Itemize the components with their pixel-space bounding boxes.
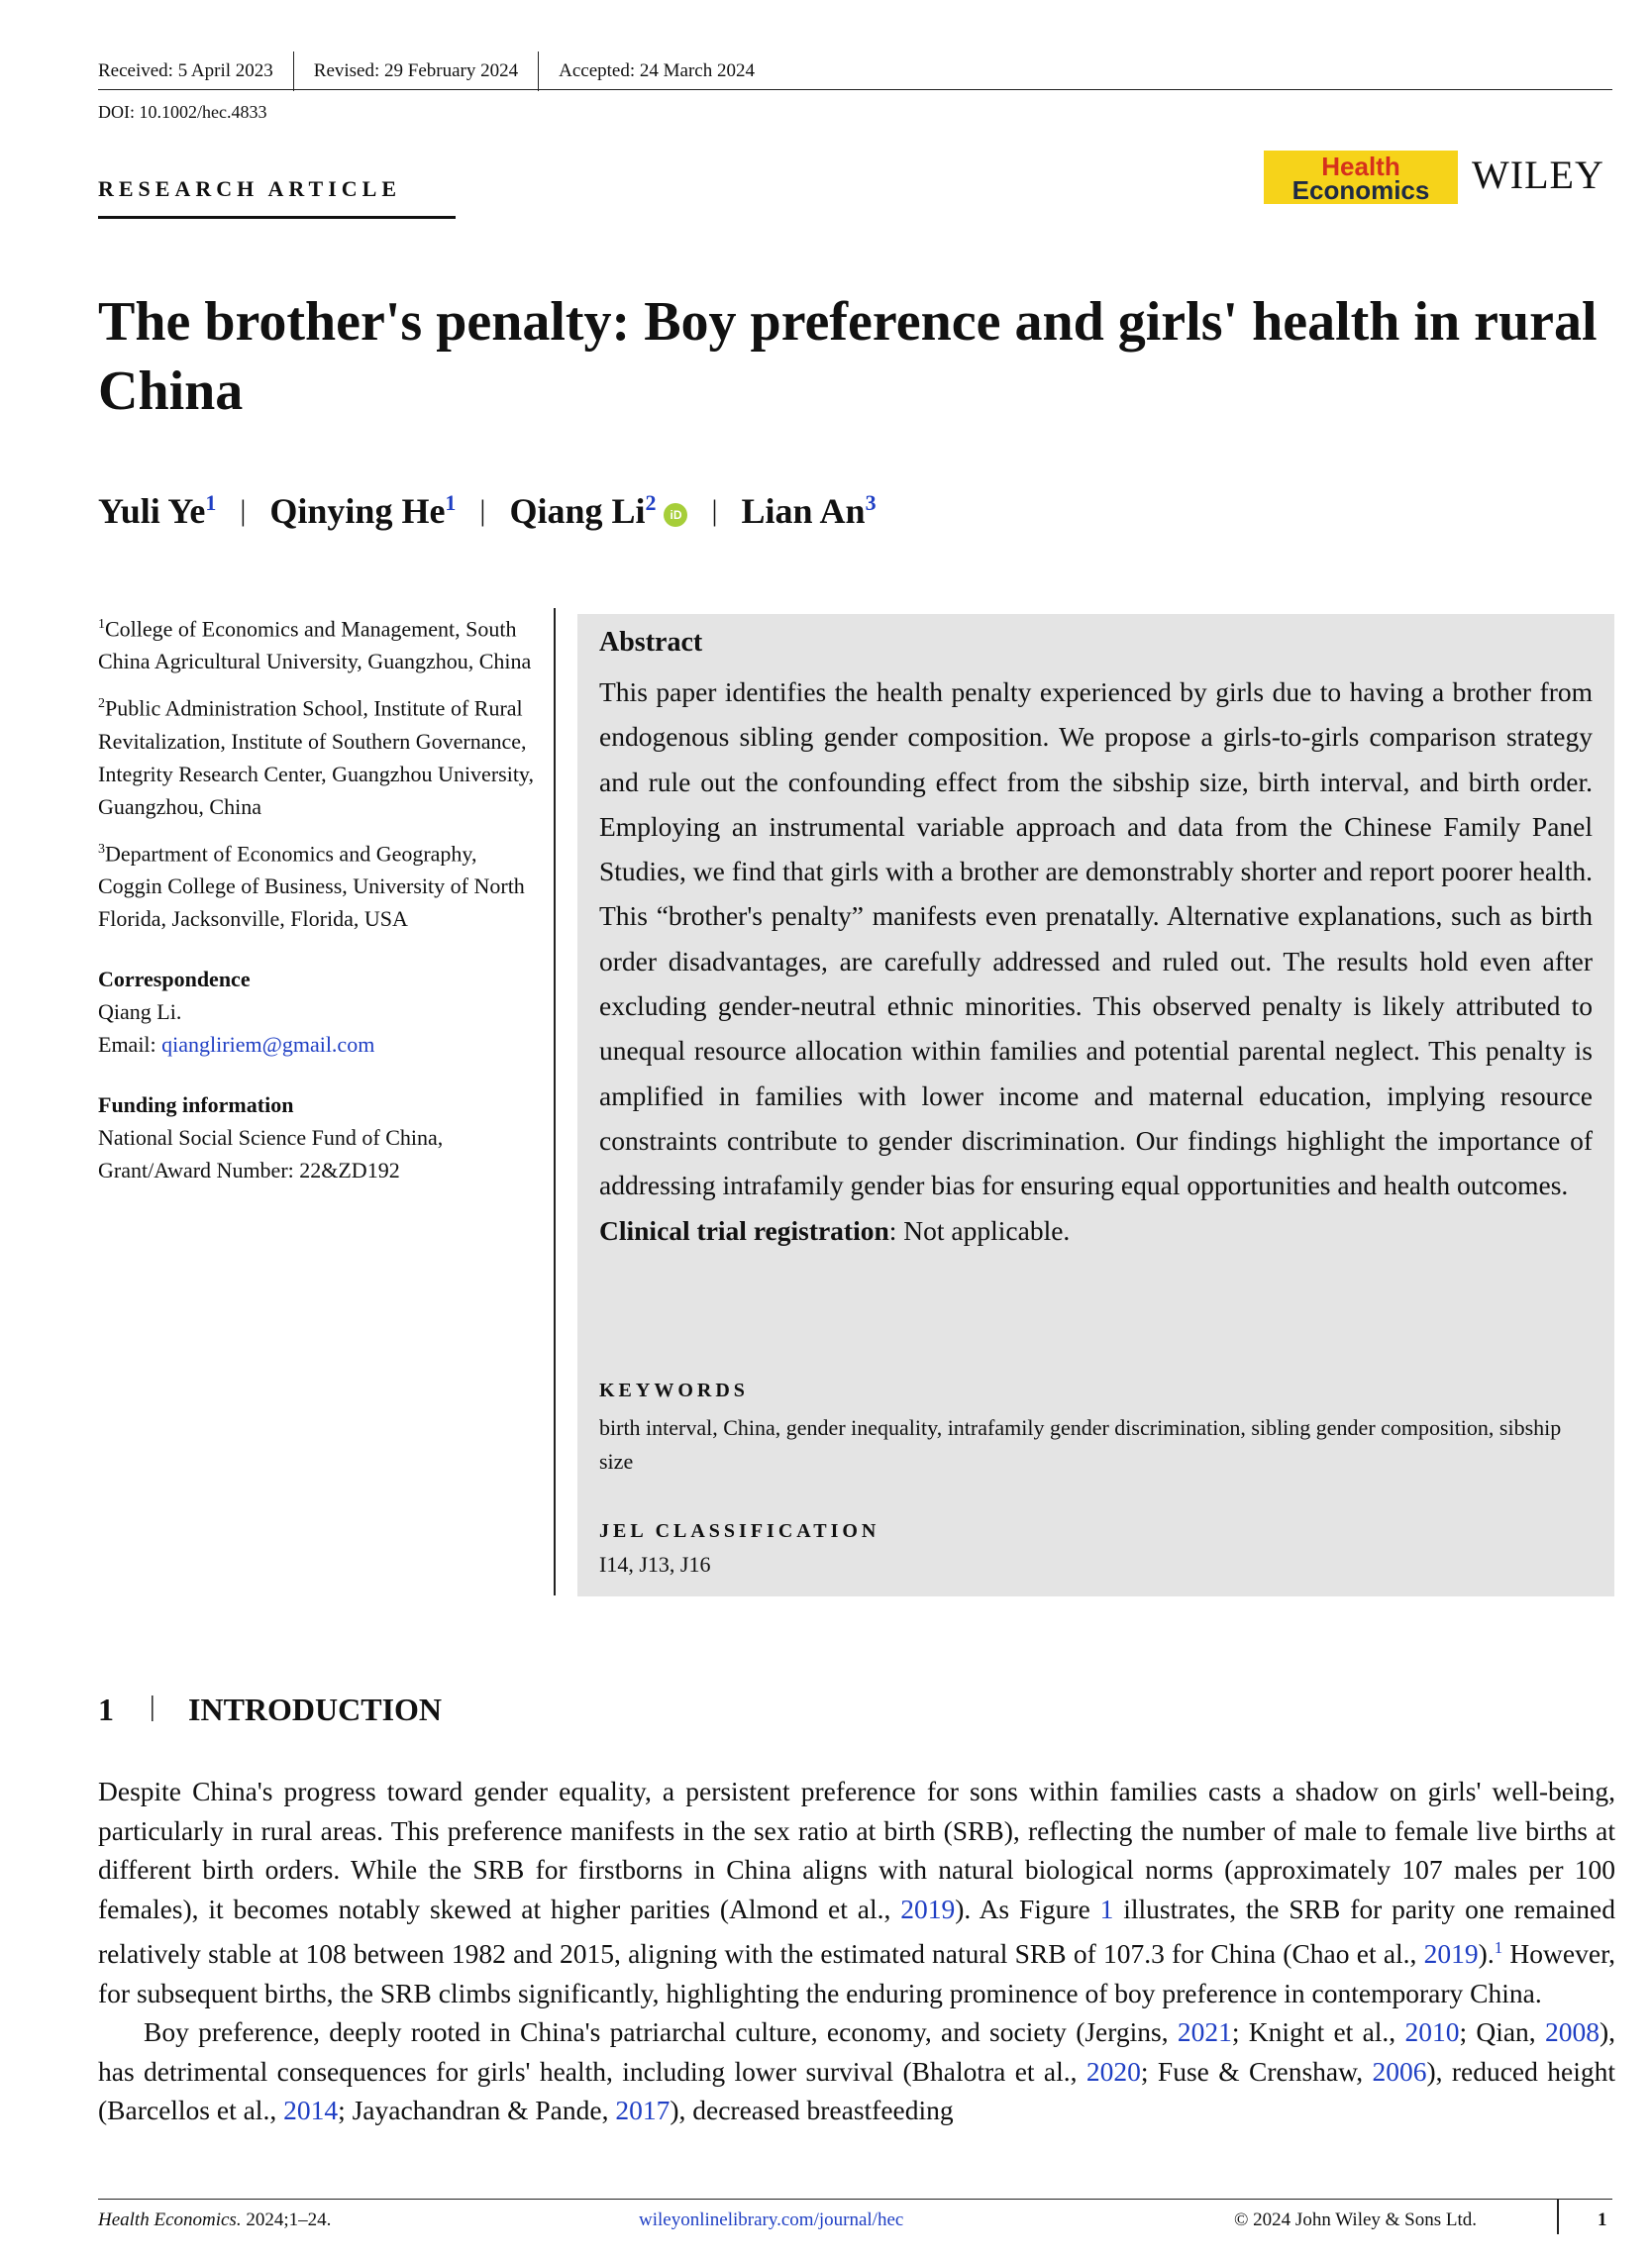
column-divider [554,608,556,1595]
affiliation-number: 2 [98,696,105,712]
author-list [98,490,877,532]
author-name: Lian An [741,491,866,531]
footer-rule [98,2199,1612,2200]
author-affiliation-ref[interactable]: 3 [865,490,877,515]
citation-link[interactable]: 2021 [1177,2016,1232,2048]
doi: DOI: 10.1002/hec.4833 [98,102,267,122]
article-type: RESEARCH ARTICLE [98,176,402,201]
correspondence-email-line [98,1028,544,1061]
citation-link[interactable]: 2019 [1423,1938,1479,1970]
received-date: Received: 5 April 2023 [98,60,273,81]
citation-link[interactable]: 2017 [615,2095,671,2126]
text-run: ). [1478,1938,1495,1970]
affiliation-text: College of Economics and Management, South China Agricultural University, Guangzhou, China [98,616,532,674]
orcid-icon[interactable]: iD [664,503,687,527]
jel-codes: I14, J13, J16 [599,1552,711,1577]
footer-citation [98,2209,331,2231]
citation-link[interactable]: 2020 [1085,2055,1141,2087]
trial-registration-label: Clinical trial registration [599,1214,889,1246]
affiliation [98,608,544,677]
affiliation-text: Department of Economics and Geography, Coggin College of Business, University of North Florida, Jacksonville, Florida, USA [98,840,525,931]
footer-divider [1557,2199,1559,2234]
author-name: Qinying He [269,491,446,531]
footer-url[interactable]: wileyonlinelibrary.com/journal/hec [639,2209,904,2230]
citation-link[interactable]: 2019 [900,1893,956,1924]
trial-registration-value: : Not applicable. [888,1214,1071,1246]
affiliation [98,833,544,935]
affiliation-text: Public Administration School, Institute of Rural Revitalization, Institute of Southern Governance, Integrity Research Center, Guangzhou University, Guangzhou, China [98,695,534,819]
funding-heading: Funding information [98,1091,294,1117]
introduction-body [98,1772,1615,2130]
citation-link[interactable]: 2014 [283,2095,339,2126]
author[interactable] [509,490,687,532]
text-run: ), decreased breastfeeding [670,2095,954,2126]
text-run: ), reduced height (Barcellos et al., [98,2055,1615,2126]
author-separator: | [479,494,486,527]
text-run: However, for subsequent births, the SRB climbs significantly, highlighting the enduring prominence of boy preference in contemporary China. [98,1938,1615,2008]
section-number: 1 [98,1692,114,1727]
footer-copyright: © 2024 John Wiley & Sons Ltd. [1234,2209,1478,2230]
author-name: Qiang Li [509,491,646,531]
author[interactable] [269,490,456,532]
text-run: ; Fuse & Crenshaw, [1140,2055,1373,2087]
page-number: 1 [1598,2209,1607,2230]
footer-journal: Health Economics. [98,2209,242,2230]
citation-link[interactable]: 2008 [1544,2016,1600,2048]
jel-heading: JEL CLASSIFICATION [599,1520,880,1542]
author-affiliation-ref[interactable]: 2 [645,490,657,515]
citation-link[interactable]: 2006 [1372,2055,1427,2087]
journal-logo-line2: Economics [1291,175,1430,205]
abstract-text [599,669,1593,1253]
footnote-link[interactable]: 1 [1494,1938,1503,1957]
funding-line2: Grant/Award Number: 22&ZD192 [98,1157,400,1182]
affiliation-number: 1 [98,617,105,632]
author-affiliation-ref[interactable]: 1 [445,490,457,515]
email-label: Email: [98,1031,162,1057]
author-affiliation-ref[interactable]: 1 [205,490,217,515]
journal-logo [1264,151,1458,204]
article-type-underline [98,216,456,219]
text-run: ; Knight et al., [1231,2016,1405,2048]
paragraph [98,2012,1615,2130]
author[interactable] [742,490,877,532]
section-divider: | [150,1692,155,1722]
text-run: Boy preference, deeply rooted in China's patriarchal culture, economy, and society (Jergins, [144,2016,1178,2048]
journal-logo-line1: Health [1321,152,1400,181]
keywords-text: birth interval, China, gender inequality, intrafamily gender discrimination, sibling gender composition, sibship size [599,1415,1562,1474]
dates-bar [98,51,774,91]
paragraph [98,1772,1615,2012]
footer-volume: 2024;1–24. [241,2209,332,2230]
text-run: ; Jayachandran & Pande, [338,2095,616,2126]
publisher-logo: WILEY [1472,153,1604,197]
author[interactable] [98,490,216,532]
correspondence-heading: Correspondence [98,966,251,991]
affiliations-column [98,608,544,1186]
text-run: ), has detrimental consequences for girls' health, including lower survival (Bhalotra et al., [98,2016,1615,2087]
affiliation [98,687,544,822]
author-separator: | [711,494,718,527]
email-link[interactable]: qiangliriem@gmail.com [161,1031,375,1057]
author-separator: | [240,494,247,527]
paper-title: The brother's penalty: Boy preference and girls' health in rural China [98,291,1598,422]
text-run: illustrates, the SRB for parity one remained relatively stable at 108 between 1982 and 2015, aligning with the estimated natural SRB of 107.3 for China (Chao et al., [98,1893,1615,1970]
accepted-date: Accepted: 24 March 2024 [538,51,774,91]
text-run: Despite China's progress toward gender equality, a persistent preference for sons within families casts a shadow on girls' well-being, particularly in rural areas. This preference manifests in the sex ratio at birth (SRB), reflecting the number of male to female live births at different birth orders. While the SRB for firstborns in China aligns with natural biological norms (approximately 107 males per 100 females), it becomes notably skewed at higher parities (Almond et al., [98,1776,1615,1924]
affiliation-number: 3 [98,841,105,857]
figure-link[interactable]: 1 [1099,1893,1114,1924]
author-name: Yuli Ye [98,491,206,531]
funding-line1: National Social Science Fund of China, [98,1124,444,1150]
keywords-heading: KEYWORDS [599,1380,749,1401]
header-rule [98,89,1612,90]
section-title: INTRODUCTION [188,1692,443,1727]
abstract-heading: Abstract [599,627,703,658]
abstract-body: This paper identifies the health penalty experienced by girls due to having a brother from endogenous sibling gender composition. We propose a girls-to-girls comparison strategy and rule out the confounding effect from the sibship size, birth interval, and birth order. Employing an instrumental variable approach and data from the Chinese Family Panel Studies, we find that girls with a brother are demonstrably shorter and report poorer health. This “brother's penalty” manifests even prenatally. Alternative explanations, such as birth order disadvantages, are carefully addressed and ruled out. The results hold even after excluding gender-neutral ethnic minorities. This observed penalty is likely attributed to unequal resource allocation within families and potential parental neglect. This penalty is amplified in families with lower income and maternal education, implying resource constraints contribute to gender discrimination. Our findings highlight the importance of addressing intrafamily gender bias for ensuring equal opportunities and health outcomes. [599,676,1593,1201]
text-run: ). As Figure [955,1893,1100,1924]
citation-link[interactable]: 2010 [1404,2016,1460,2048]
revised-date: Revised: 29 February 2024 [293,51,538,91]
text-run: ; Qian, [1459,2016,1545,2048]
correspondence-name: Qiang Li. [98,998,182,1024]
